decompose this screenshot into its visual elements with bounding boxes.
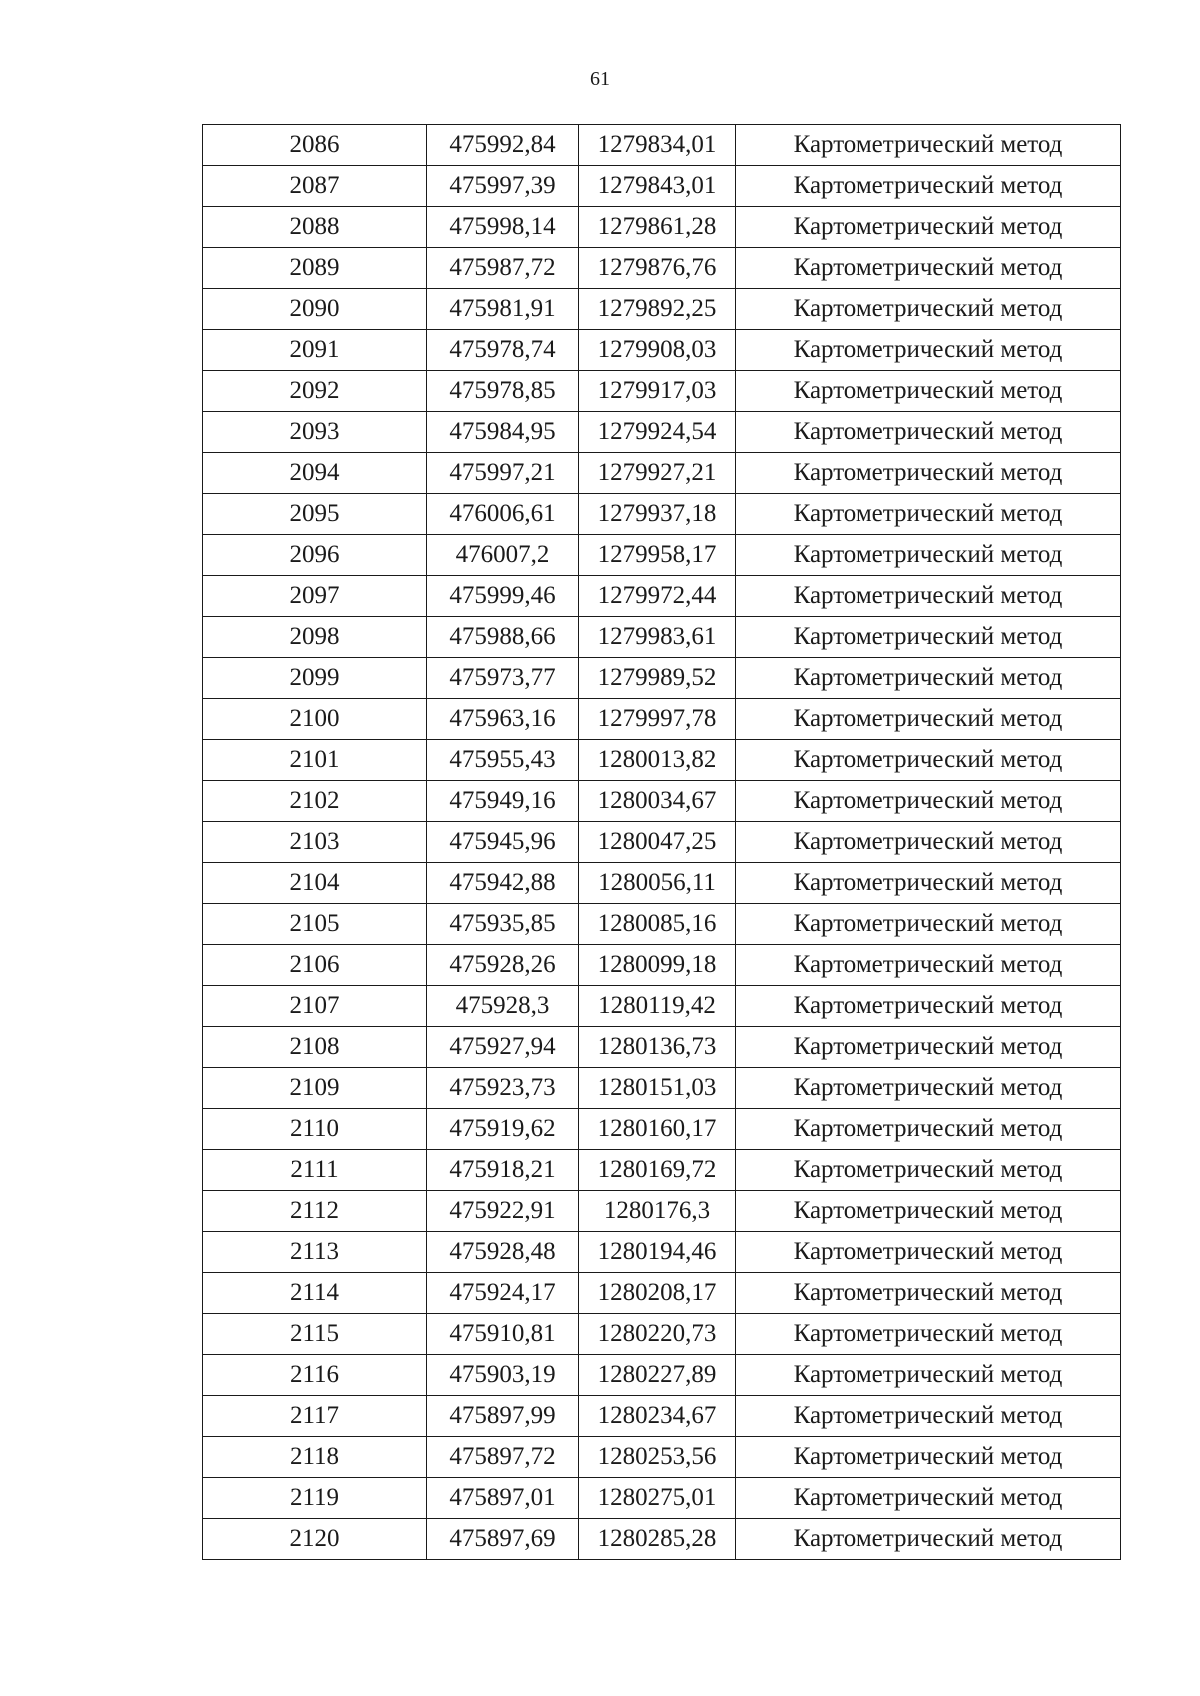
y-coordinate-cell: 1279937,18 [579, 494, 736, 535]
table-row [203, 1519, 1121, 1560]
x-coordinate-cell: 475978,74 [427, 330, 579, 371]
x-coordinate-cell: 475922,91 [427, 1191, 579, 1232]
point-number-cell: 2119 [203, 1478, 427, 1519]
y-coordinate-cell: 1279958,17 [579, 535, 736, 576]
method-cell: Картометрический метод [736, 781, 1121, 822]
x-coordinate-cell: 475973,77 [427, 658, 579, 699]
y-coordinate-cell: 1280047,25 [579, 822, 736, 863]
method-cell: Картометрический метод [736, 289, 1121, 330]
method-cell: Картометрический метод [736, 1355, 1121, 1396]
table-row [203, 699, 1121, 740]
point-number-cell: 2105 [203, 904, 427, 945]
x-coordinate-cell: 475998,14 [427, 207, 579, 248]
x-coordinate-cell: 476006,61 [427, 494, 579, 535]
table-row [203, 863, 1121, 904]
y-coordinate-cell: 1280275,01 [579, 1478, 736, 1519]
table-row [203, 904, 1121, 945]
x-coordinate-cell: 475910,81 [427, 1314, 579, 1355]
x-coordinate-cell: 475897,99 [427, 1396, 579, 1437]
x-coordinate-cell: 475897,69 [427, 1519, 579, 1560]
y-coordinate-cell: 1280099,18 [579, 945, 736, 986]
point-number-cell: 2099 [203, 658, 427, 699]
point-number-cell: 2109 [203, 1068, 427, 1109]
method-cell: Картометрический метод [736, 166, 1121, 207]
x-coordinate-cell: 475945,96 [427, 822, 579, 863]
table-row [203, 1478, 1121, 1519]
table-row [203, 207, 1121, 248]
point-number-cell: 2108 [203, 1027, 427, 1068]
table-row [203, 576, 1121, 617]
point-number-cell: 2118 [203, 1437, 427, 1478]
point-number-cell: 2100 [203, 699, 427, 740]
table-row [203, 617, 1121, 658]
x-coordinate-cell: 475928,48 [427, 1232, 579, 1273]
method-cell: Картометрический метод [736, 658, 1121, 699]
table-row [203, 1396, 1121, 1437]
method-cell: Картометрический метод [736, 617, 1121, 658]
method-cell: Картометрический метод [736, 740, 1121, 781]
point-number-cell: 2098 [203, 617, 427, 658]
x-coordinate-cell: 475897,72 [427, 1437, 579, 1478]
y-coordinate-cell: 1279924,54 [579, 412, 736, 453]
x-coordinate-cell: 475928,26 [427, 945, 579, 986]
y-coordinate-cell: 1279861,28 [579, 207, 736, 248]
method-cell: Картометрический метод [736, 1027, 1121, 1068]
x-coordinate-cell: 475949,16 [427, 781, 579, 822]
y-coordinate-cell: 1280234,67 [579, 1396, 736, 1437]
point-number-cell: 2112 [203, 1191, 427, 1232]
y-coordinate-cell: 1280085,16 [579, 904, 736, 945]
table-row [203, 1355, 1121, 1396]
method-cell: Картометрический метод [736, 1191, 1121, 1232]
point-number-cell: 2087 [203, 166, 427, 207]
point-number-cell: 2095 [203, 494, 427, 535]
y-coordinate-cell: 1279876,76 [579, 248, 736, 289]
coordinates-table-body [203, 125, 1121, 1560]
method-cell: Картометрический метод [736, 945, 1121, 986]
table-row [203, 1027, 1121, 1068]
point-number-cell: 2120 [203, 1519, 427, 1560]
y-coordinate-cell: 1279983,61 [579, 617, 736, 658]
method-cell: Картометрический метод [736, 1314, 1121, 1355]
table-row [203, 371, 1121, 412]
y-coordinate-cell: 1279989,52 [579, 658, 736, 699]
x-coordinate-cell: 475919,62 [427, 1109, 579, 1150]
table-row [203, 781, 1121, 822]
point-number-cell: 2102 [203, 781, 427, 822]
point-number-cell: 2114 [203, 1273, 427, 1314]
y-coordinate-cell: 1280227,89 [579, 1355, 736, 1396]
method-cell: Картометрический метод [736, 576, 1121, 617]
point-number-cell: 2115 [203, 1314, 427, 1355]
x-coordinate-cell: 475935,85 [427, 904, 579, 945]
table-row [203, 1273, 1121, 1314]
coordinates-table [202, 124, 1121, 1560]
y-coordinate-cell: 1279908,03 [579, 330, 736, 371]
method-cell: Картометрический метод [736, 1109, 1121, 1150]
method-cell: Картометрический метод [736, 1068, 1121, 1109]
point-number-cell: 2086 [203, 125, 427, 166]
table-row [203, 822, 1121, 863]
x-coordinate-cell: 475984,95 [427, 412, 579, 453]
y-coordinate-cell: 1279892,25 [579, 289, 736, 330]
y-coordinate-cell: 1279972,44 [579, 576, 736, 617]
method-cell: Картометрический метод [736, 822, 1121, 863]
point-number-cell: 2116 [203, 1355, 427, 1396]
x-coordinate-cell: 475955,43 [427, 740, 579, 781]
method-cell: Картометрический метод [736, 1273, 1121, 1314]
table-row [203, 289, 1121, 330]
y-coordinate-cell: 1280194,46 [579, 1232, 736, 1273]
point-number-cell: 2090 [203, 289, 427, 330]
y-coordinate-cell: 1280151,03 [579, 1068, 736, 1109]
x-coordinate-cell: 475988,66 [427, 617, 579, 658]
y-coordinate-cell: 1280169,72 [579, 1150, 736, 1191]
method-cell: Картометрический метод [736, 1519, 1121, 1560]
table-row [203, 1437, 1121, 1478]
table-row [203, 986, 1121, 1027]
y-coordinate-cell: 1280285,28 [579, 1519, 736, 1560]
x-coordinate-cell: 475924,17 [427, 1273, 579, 1314]
point-number-cell: 2091 [203, 330, 427, 371]
point-number-cell: 2111 [203, 1150, 427, 1191]
y-coordinate-cell: 1280220,73 [579, 1314, 736, 1355]
table-row [203, 166, 1121, 207]
table-row [203, 945, 1121, 986]
y-coordinate-cell: 1280056,11 [579, 863, 736, 904]
point-number-cell: 2117 [203, 1396, 427, 1437]
point-number-cell: 2094 [203, 453, 427, 494]
method-cell: Картометрический метод [736, 1232, 1121, 1273]
x-coordinate-cell: 475963,16 [427, 699, 579, 740]
method-cell: Картометрический метод [736, 1150, 1121, 1191]
method-cell: Картометрический метод [736, 330, 1121, 371]
table-row [203, 494, 1121, 535]
table-row [203, 248, 1121, 289]
y-coordinate-cell: 1280253,56 [579, 1437, 736, 1478]
x-coordinate-cell: 475997,39 [427, 166, 579, 207]
point-number-cell: 2103 [203, 822, 427, 863]
point-number-cell: 2088 [203, 207, 427, 248]
method-cell: Картометрический метод [736, 986, 1121, 1027]
y-coordinate-cell: 1279997,78 [579, 699, 736, 740]
y-coordinate-cell: 1279927,21 [579, 453, 736, 494]
x-coordinate-cell: 475981,91 [427, 289, 579, 330]
x-coordinate-cell: 475903,19 [427, 1355, 579, 1396]
x-coordinate-cell: 475927,94 [427, 1027, 579, 1068]
y-coordinate-cell: 1280208,17 [579, 1273, 736, 1314]
y-coordinate-cell: 1280119,42 [579, 986, 736, 1027]
table-row [203, 330, 1121, 371]
table-row [203, 1150, 1121, 1191]
y-coordinate-cell: 1279843,01 [579, 166, 736, 207]
page-number: 61 [590, 68, 610, 90]
y-coordinate-cell: 1280013,82 [579, 740, 736, 781]
point-number-cell: 2106 [203, 945, 427, 986]
method-cell: Картометрический метод [736, 863, 1121, 904]
method-cell: Картометрический метод [736, 699, 1121, 740]
method-cell: Картометрический метод [736, 494, 1121, 535]
table-row [203, 125, 1121, 166]
method-cell: Картометрический метод [736, 207, 1121, 248]
x-coordinate-cell: 475897,01 [427, 1478, 579, 1519]
point-number-cell: 2104 [203, 863, 427, 904]
x-coordinate-cell: 475923,73 [427, 1068, 579, 1109]
y-coordinate-cell: 1279917,03 [579, 371, 736, 412]
method-cell: Картометрический метод [736, 904, 1121, 945]
method-cell: Картометрический метод [736, 1437, 1121, 1478]
point-number-cell: 2110 [203, 1109, 427, 1150]
point-number-cell: 2097 [203, 576, 427, 617]
point-number-cell: 2092 [203, 371, 427, 412]
method-cell: Картометрический метод [736, 1478, 1121, 1519]
table-row [203, 412, 1121, 453]
method-cell: Картометрический метод [736, 371, 1121, 412]
method-cell: Картометрический метод [736, 1396, 1121, 1437]
x-coordinate-cell: 475997,21 [427, 453, 579, 494]
y-coordinate-cell: 1280034,67 [579, 781, 736, 822]
table-row [203, 1068, 1121, 1109]
method-cell: Картометрический метод [736, 248, 1121, 289]
point-number-cell: 2089 [203, 248, 427, 289]
x-coordinate-cell: 475992,84 [427, 125, 579, 166]
method-cell: Картометрический метод [736, 453, 1121, 494]
y-coordinate-cell: 1280160,17 [579, 1109, 736, 1150]
point-number-cell: 2107 [203, 986, 427, 1027]
y-coordinate-cell: 1280176,3 [579, 1191, 736, 1232]
x-coordinate-cell: 476007,2 [427, 535, 579, 576]
table-row [203, 535, 1121, 576]
method-cell: Картометрический метод [736, 412, 1121, 453]
point-number-cell: 2093 [203, 412, 427, 453]
method-cell: Картометрический метод [736, 535, 1121, 576]
y-coordinate-cell: 1280136,73 [579, 1027, 736, 1068]
point-number-cell: 2101 [203, 740, 427, 781]
y-coordinate-cell: 1279834,01 [579, 125, 736, 166]
x-coordinate-cell: 475987,72 [427, 248, 579, 289]
x-coordinate-cell: 475918,21 [427, 1150, 579, 1191]
x-coordinate-cell: 475999,46 [427, 576, 579, 617]
point-number-cell: 2113 [203, 1232, 427, 1273]
table-row [203, 1191, 1121, 1232]
x-coordinate-cell: 475978,85 [427, 371, 579, 412]
method-cell: Картометрический метод [736, 125, 1121, 166]
table-row [203, 658, 1121, 699]
point-number-cell: 2096 [203, 535, 427, 576]
table-row [203, 1314, 1121, 1355]
table-row [203, 453, 1121, 494]
table-row [203, 740, 1121, 781]
x-coordinate-cell: 475928,3 [427, 986, 579, 1027]
x-coordinate-cell: 475942,88 [427, 863, 579, 904]
table-row [203, 1109, 1121, 1150]
table-row [203, 1232, 1121, 1273]
